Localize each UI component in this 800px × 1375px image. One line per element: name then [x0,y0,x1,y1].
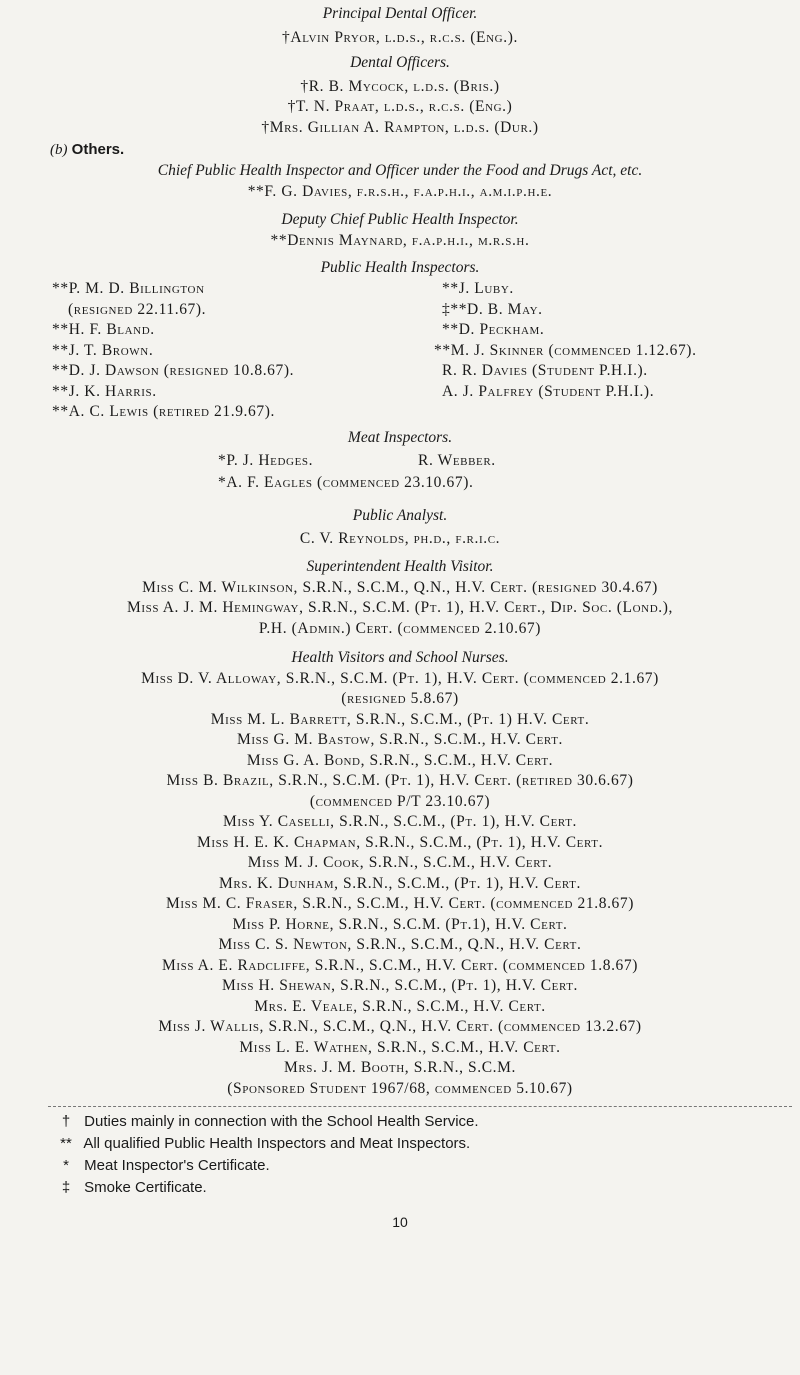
hv-line: Miss M. J. Cook, S.R.N., S.C.M., H.V. Cert. [247,854,553,871]
meat-inspector: *P. J. Hedges. [218,452,314,469]
hv-line: (Sponsored Student 1967/68, commenced 5.10.67) [227,1079,573,1097]
dental-officer: †R. B. Mycock, l.d.s. (Bris.) [300,77,500,95]
hv-line: Miss J. Wallis, S.R.N., S.C.M., Q.N., H.V. Cert. (commenced 13.2.67) [158,1018,642,1035]
footnote-mark: † [61,1113,71,1130]
dental-officer: †T. N. Praat, l.d.s., r.c.s. (Eng.) [287,98,513,115]
phi-heading-wrap [0,258,800,279]
deputy-name: **Dennis Maynard, f.a.p.h.i., m.r.s.h. [270,231,530,249]
hv-line: Miss M. C. Fraser, S.R.N., S.C.M., H.V. Cert. (commenced 21.8.67) [165,895,635,912]
meat-inspector: *A. F. Eagles (commenced 23.10.67). [218,474,474,491]
phi-right-item: **M. J. Skinner (commenced 1.12.67). [434,341,697,359]
hv-line: Mrs. K. Dunham, S.R.N., S.C.M., (Pt. 1), H.V. Cert. [219,874,581,892]
analyst-heading: Public Analyst. [352,507,448,524]
supt-section [0,557,800,639]
others-prefix: (b) [50,142,68,158]
footnote-mark: ** [60,1135,72,1152]
phi-left-item: **H. F. Bland. [52,321,155,338]
dental-section [0,53,800,138]
phi-left-item: (resigned 22.11.67). [68,300,207,318]
chief-name: **F. G. Davies, f.r.s.h., f.a.p.h.i., a.m.i.p.h.e. [247,182,553,200]
principal-heading: Principal Dental Officer. [322,5,478,22]
phi-left-item: **P. M. D. Billington [52,280,205,297]
hv-line: Miss A. E. Radcliffe, S.R.N., S.C.M., H.V. Cert. (commenced 1.8.67) [161,956,639,974]
hv-line: Miss G. M. Bastow, S.R.N., S.C.M., H.V. Cert. [236,731,563,748]
footnote [52,1112,479,1133]
hv-line: Miss H. E. K. Chapman, S.R.N., S.C.M., (Pt. 1), H.V. Cert. [196,833,604,851]
phi-right-item: **D. Peckham. [442,321,545,338]
phi-heading: Public Health Inspectors. [320,259,480,276]
hv-line: Miss M. L. Barrett, S.R.N., S.C.M., (Pt. 1) H.V. Cert. [210,710,590,728]
hv-section [0,648,800,1099]
hv-line: Mrs. J. M. Booth, S.R.N., S.C.M. [283,1059,517,1076]
hv-line: (commenced P/T 23.10.67) [309,792,491,810]
phi-left-item: **J. K. Harris. [52,382,157,400]
hv-line: Miss D. V. Alloway, S.R.N., S.C.M. (Pt. 1), H.V. Cert. (commenced 2.1.67) [141,669,659,687]
phi-left-item: **A. C. Lewis (retired 21.9.67). [52,403,275,420]
supt-line: P.H. (Admin.) Cert. (commenced 2.10.67) [258,619,542,637]
phi-left-item: **D. J. Dawson (resigned 10.8.67). [52,362,295,379]
hv-heading: Health Visitors and School Nurses. [291,649,509,666]
footnote-divider [48,1106,792,1107]
phi-left-item: **J. T. Brown. [52,341,154,359]
footnote [52,1178,207,1199]
page-number: 10 [392,1214,408,1230]
footnote [52,1156,270,1177]
dental-officer: †Mrs. Gillian A. Rampton, l.d.s. (Dur.) [261,118,539,136]
analyst-name: C. V. Reynolds, ph.d., f.r.i.c. [299,529,501,547]
phi-right-item: A. J. Palfrey (Student P.H.I.). [442,382,655,400]
hv-line: (resigned 5.8.67) [341,690,459,707]
hv-line: Miss Y. Caselli, S.R.N., S.C.M., (Pt. 1), H.V. Cert. [223,813,577,830]
principal-name: †Alvin Pryor, l.d.s., r.c.s. (Eng.). [282,28,518,46]
footnote-mark: * [63,1157,69,1174]
footnote-text: All qualified Public Health Inspectors and Meat Inspectors. [83,1135,471,1152]
chief-heading: Chief Public Health Inspector and Officer under the Food and Drugs Act, etc. [157,162,643,179]
footnote [52,1134,470,1155]
hv-line: Miss G. A. Bond, S.R.N., S.C.M., H.V. Cert. [246,751,554,769]
others-label: Others. [71,141,125,158]
principal-section [0,4,800,48]
footnote-mark: ‡ [61,1179,71,1196]
deputy-heading: Deputy Chief Public Health Inspector. [281,211,519,228]
meat-heading-wrap [0,428,800,449]
phi-right-item: ‡**D. B. May. [442,300,543,318]
meat-heading: Meat Inspectors. [347,429,453,446]
hv-line: Miss L. E. Wathen, S.R.N., S.C.M., H.V. Cert. [239,1038,561,1056]
chief-section [0,161,800,202]
phi-right-item: **J. Luby. [442,280,514,297]
phi-right-item: R. R. Davies (Student P.H.I.). [442,362,648,379]
dental-heading: Dental Officers. [350,54,450,71]
phi-left-column [52,279,294,423]
analyst-section [0,506,800,549]
footnote-text: Duties mainly in connection with the School Health Service. [84,1113,479,1130]
supt-heading: Superintendent Health Visitor. [306,558,494,575]
supt-line: Miss A. J. M. Hemingway, S.R.N., S.C.M. (Pt. 1), H.V. Cert., Dip. Soc. (Lond.), [127,599,673,616]
footnote-text: Meat Inspector's Certificate. [84,1157,270,1174]
hv-line: Miss P. Horne, S.R.N., S.C.M. (Pt.1), H.V. Cert. [232,915,568,933]
footnote-text: Smoke Certificate. [84,1179,207,1196]
deputy-section [0,210,800,251]
others-heading [50,140,124,161]
meat-inspector: R. Webber. [418,452,496,469]
phi-right-column [434,279,697,402]
hv-line: Miss B. Brazil, S.R.N., S.C.M. (Pt. 1), H.V. Cert. (retired 30.6.67) [166,772,634,789]
hv-line: Mrs. E. Veale, S.R.N., S.C.M., H.V. Cert. [254,997,546,1015]
supt-line: Miss C. M. Wilkinson, S.R.N., S.C.M., Q.N., H.V. Cert. (resigned 30.4.67) [142,578,658,596]
hv-line: Miss H. Shewan, S.R.N., S.C.M., (Pt. 1), H.V. Cert. [221,977,579,994]
hv-line: Miss C. S. Newton, S.R.N., S.C.M., Q.N., H.V. Cert. [218,936,582,953]
